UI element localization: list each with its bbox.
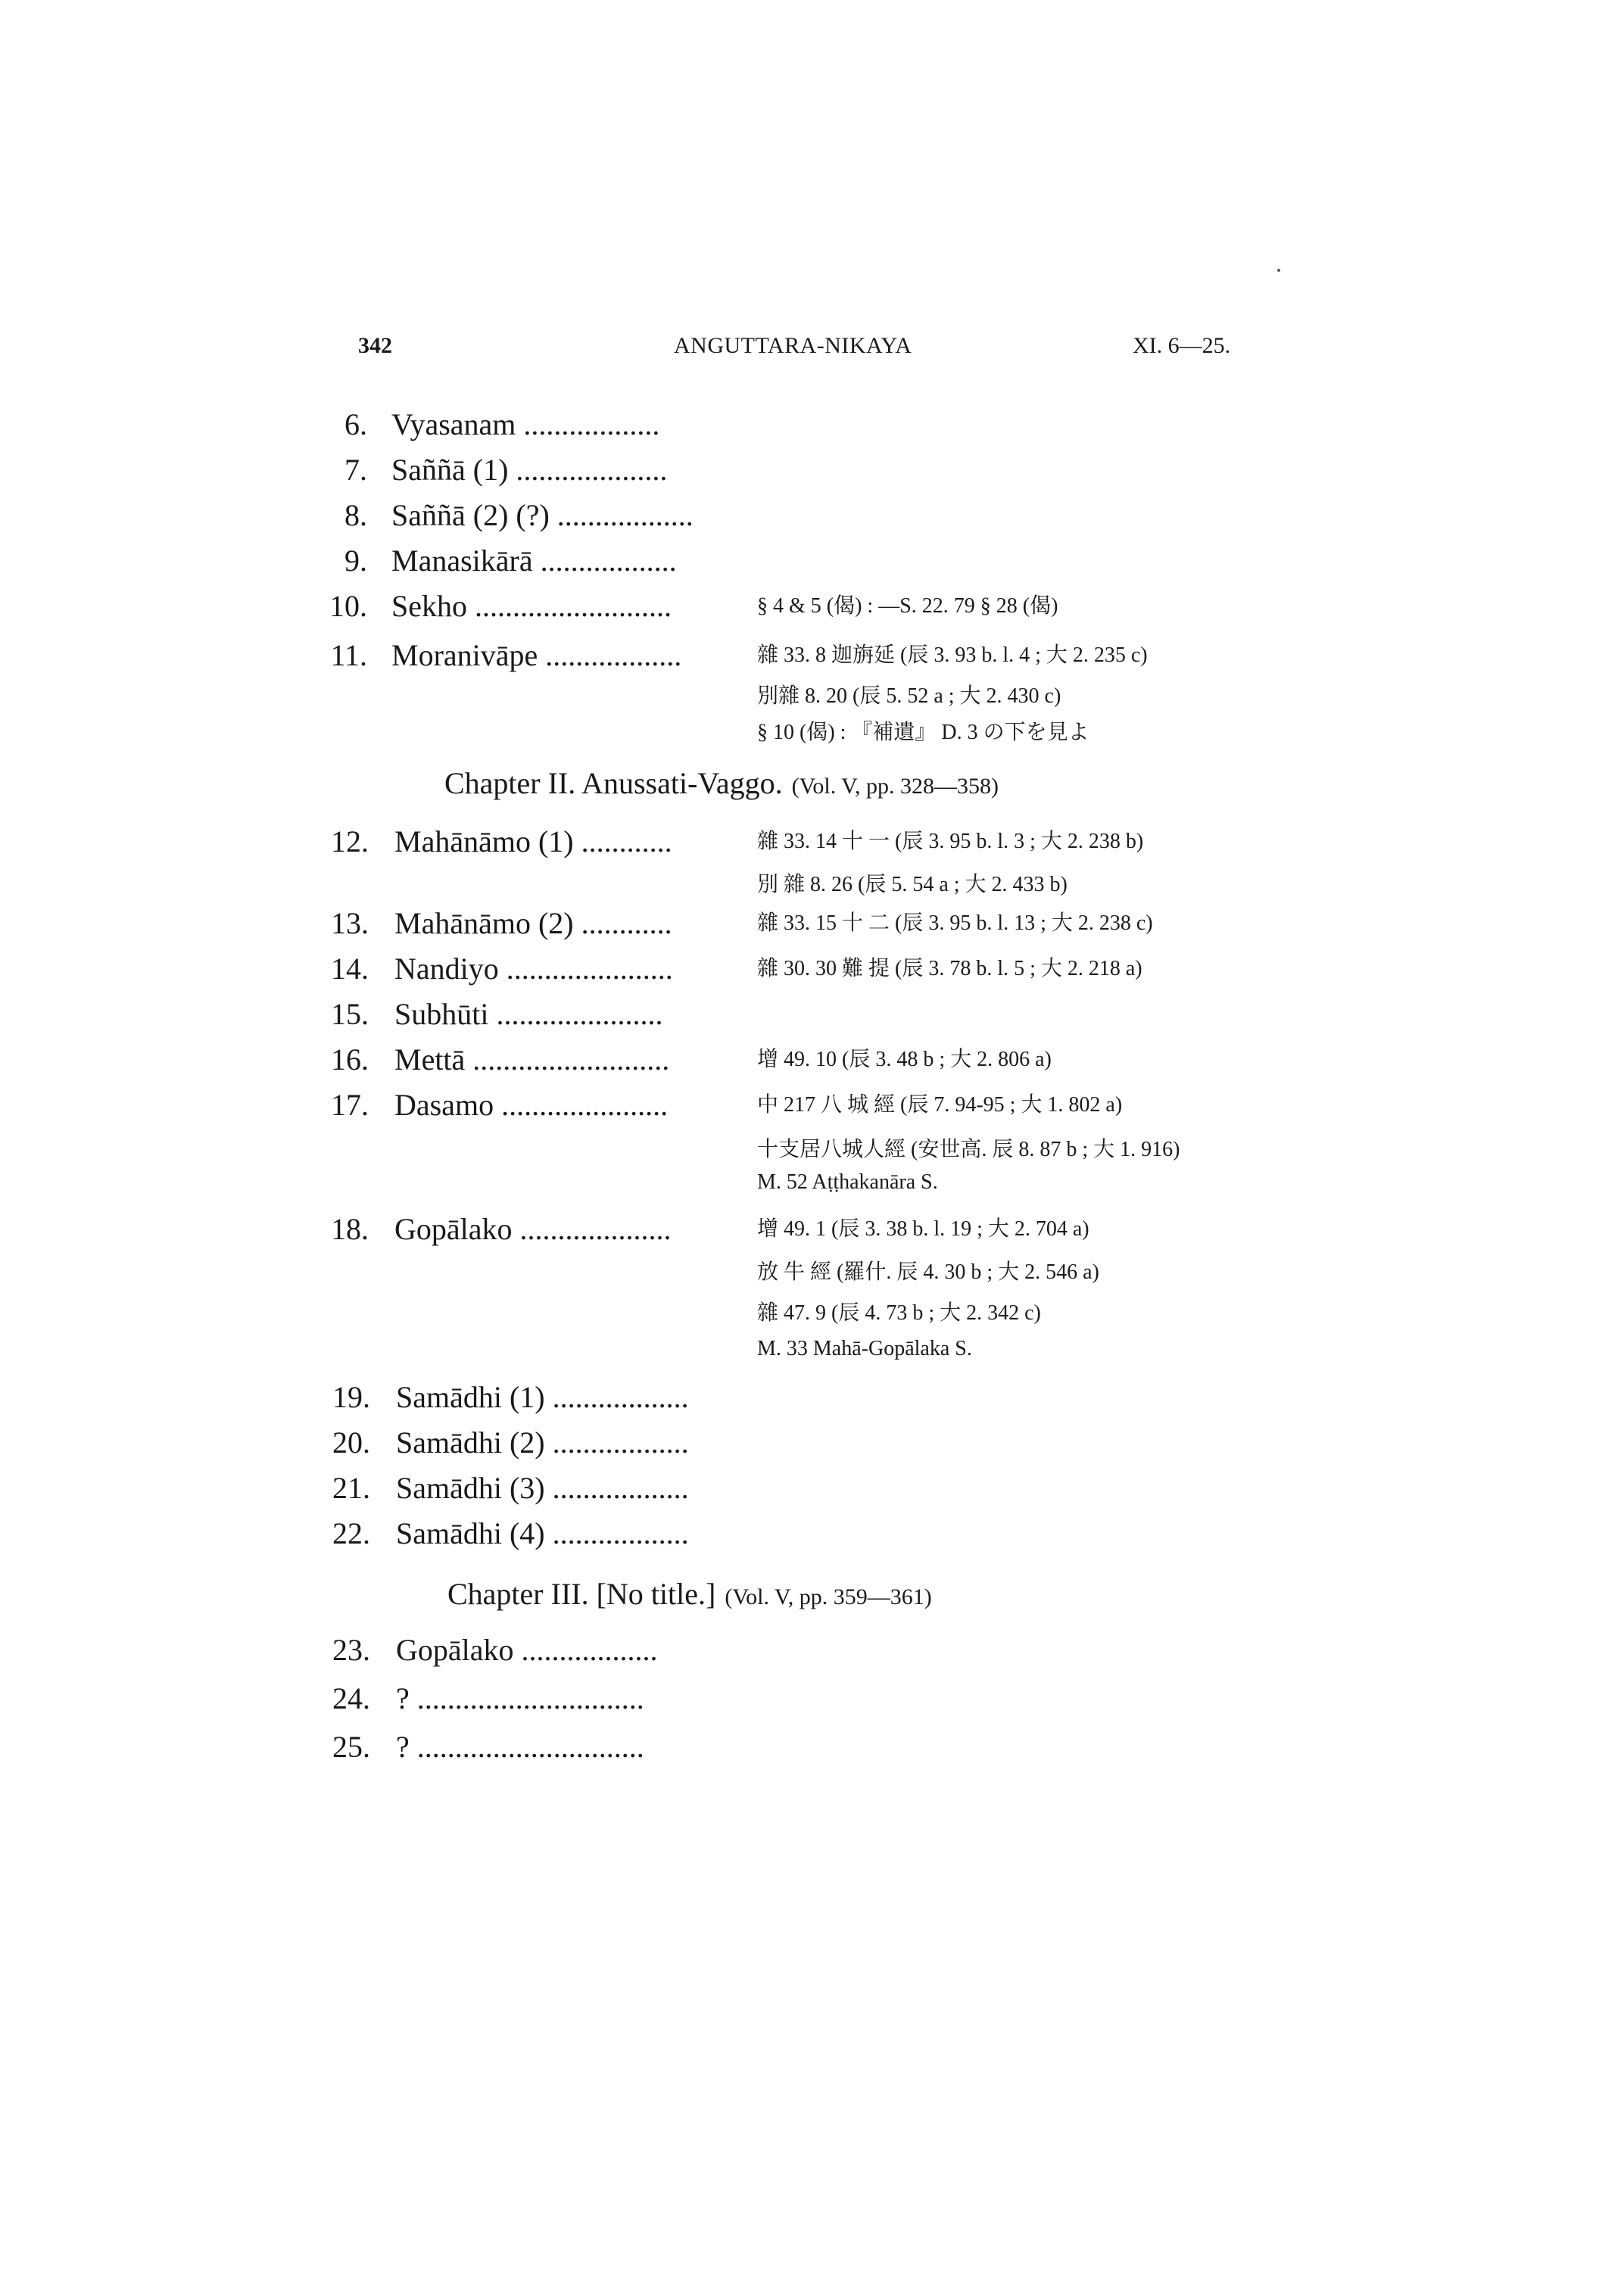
item-title: Subhūti ...................... bbox=[394, 997, 663, 1031]
reference: 雜 47. 9 (辰 4. 73 b ; 大 2. 342 c) bbox=[757, 1301, 1041, 1325]
item-number: 11. bbox=[330, 638, 367, 672]
item-title: Mahānāmo (1) ............ bbox=[394, 824, 672, 858]
item-title: Samādhi (3) .................. bbox=[396, 1471, 689, 1505]
item-title: Vyasanam .................. bbox=[391, 407, 660, 441]
section-range: XI. 6—25. bbox=[1133, 333, 1231, 358]
chapter-heading bbox=[447, 1576, 932, 1612]
item-title: Sekho .......................... bbox=[391, 589, 672, 623]
reference: § 4 & 5 (偈) : —S. 22. 79 § 28 (偈) bbox=[757, 594, 1058, 618]
item-title: ? .............................. bbox=[396, 1730, 644, 1764]
item-title: Mahānāmo (2) ............ bbox=[394, 906, 672, 940]
item-number: 16. bbox=[331, 1042, 369, 1076]
item-title: Samādhi (4) .................. bbox=[396, 1516, 689, 1550]
reference: 中 217 八 城 經 (辰 7. 94-95 ; 大 1. 802 a) bbox=[757, 1093, 1123, 1117]
item-title: Moranivāpe .................. bbox=[391, 638, 682, 672]
item-number: 14. bbox=[331, 952, 369, 986]
reference: § 10 (偈) : 『補遺』 D. 3 の下を見よ bbox=[757, 721, 1089, 744]
item-number: 19. bbox=[332, 1380, 370, 1414]
item-number: 7. bbox=[344, 453, 367, 487]
reference: 增 49. 1 (辰 3. 38 b. l. 19 ; 大 2. 704 a) bbox=[757, 1217, 1089, 1241]
item-number: 20. bbox=[332, 1425, 370, 1460]
item-number: 15. bbox=[331, 997, 369, 1031]
item-number: 9. bbox=[344, 544, 367, 578]
item-title: Samādhi (1) .................. bbox=[396, 1380, 689, 1414]
running-title: ANGUTTARA-NIKAYA bbox=[674, 333, 912, 358]
item-title: Nandiyo ...................... bbox=[394, 952, 673, 986]
item-title: Samādhi (2) .................. bbox=[396, 1425, 689, 1460]
item-title: Gopālako .................... bbox=[394, 1212, 672, 1246]
item-title: Dasamo ...................... bbox=[394, 1088, 669, 1122]
item-number: 13. bbox=[331, 906, 369, 940]
reference: 雜 33. 14 十 一 (辰 3. 95 b. l. 3 ; 大 2. 238 b) bbox=[757, 830, 1144, 853]
item-number: 6. bbox=[344, 407, 367, 441]
reference: 十支居八城人經 (安世高. 辰 8. 87 b ; 大 1. 916) bbox=[757, 1138, 1180, 1161]
item-number: 8. bbox=[344, 498, 367, 532]
item-number: 25. bbox=[332, 1730, 370, 1764]
item-title: Saññā (2) (?) .................. bbox=[391, 498, 694, 532]
chapter-title: Chapter III. [No title.] bbox=[447, 1577, 716, 1611]
item-title: ? .............................. bbox=[396, 1681, 644, 1715]
reference: 增 49. 10 (辰 3. 48 b ; 大 2. 806 a) bbox=[757, 1048, 1052, 1071]
reference: 雜 33. 8 迦旃延 (辰 3. 93 b. l. 4 ; 大 2. 235 c) bbox=[757, 643, 1148, 667]
chapter-title: Chapter II. Anussati-Vaggo. bbox=[444, 766, 783, 800]
reference: 雜 30. 30 難 提 (辰 3. 78 b. l. 5 ; 大 2. 218 a) bbox=[757, 957, 1142, 980]
reference: M. 52 Aṭṭhakanāra S. bbox=[757, 1170, 938, 1194]
page-header bbox=[0, 333, 1624, 371]
stray-dot bbox=[1277, 269, 1280, 272]
item-title: Saññā (1) .................... bbox=[391, 453, 668, 487]
reference: 雜 33. 15 十 二 (辰 3. 95 b. l. 13 ; 大 2. 238 c) bbox=[757, 911, 1153, 935]
reference: M. 33 Mahā-Gopālaka S. bbox=[757, 1337, 972, 1360]
item-number: 18. bbox=[331, 1212, 369, 1246]
reference: 放 牛 經 (羅什. 辰 4. 30 b ; 大 2. 546 a) bbox=[757, 1260, 1099, 1284]
item-number: 10. bbox=[329, 589, 367, 623]
item-number: 24. bbox=[332, 1681, 370, 1715]
item-title: Manasikārā .................. bbox=[391, 544, 677, 578]
item-title: Mettā .......................... bbox=[394, 1042, 670, 1076]
item-number: 21. bbox=[332, 1471, 370, 1505]
reference: 別 雜 8. 26 (辰 5. 54 a ; 大 2. 433 b) bbox=[757, 873, 1068, 896]
reference: 別雜 8. 20 (辰 5. 52 a ; 大 2. 430 c) bbox=[757, 684, 1061, 708]
page-number: 342 bbox=[358, 333, 392, 358]
item-title: Gopālako .................. bbox=[396, 1633, 658, 1667]
chapter-heading bbox=[444, 765, 999, 801]
item-number: 22. bbox=[332, 1516, 370, 1550]
chapter-volume: (Vol. V, pp. 359—361) bbox=[725, 1584, 932, 1609]
item-number: 12. bbox=[331, 824, 369, 858]
chapter-volume: (Vol. V, pp. 328—358) bbox=[791, 774, 999, 799]
item-number: 17. bbox=[331, 1088, 369, 1122]
item-number: 23. bbox=[332, 1633, 370, 1667]
